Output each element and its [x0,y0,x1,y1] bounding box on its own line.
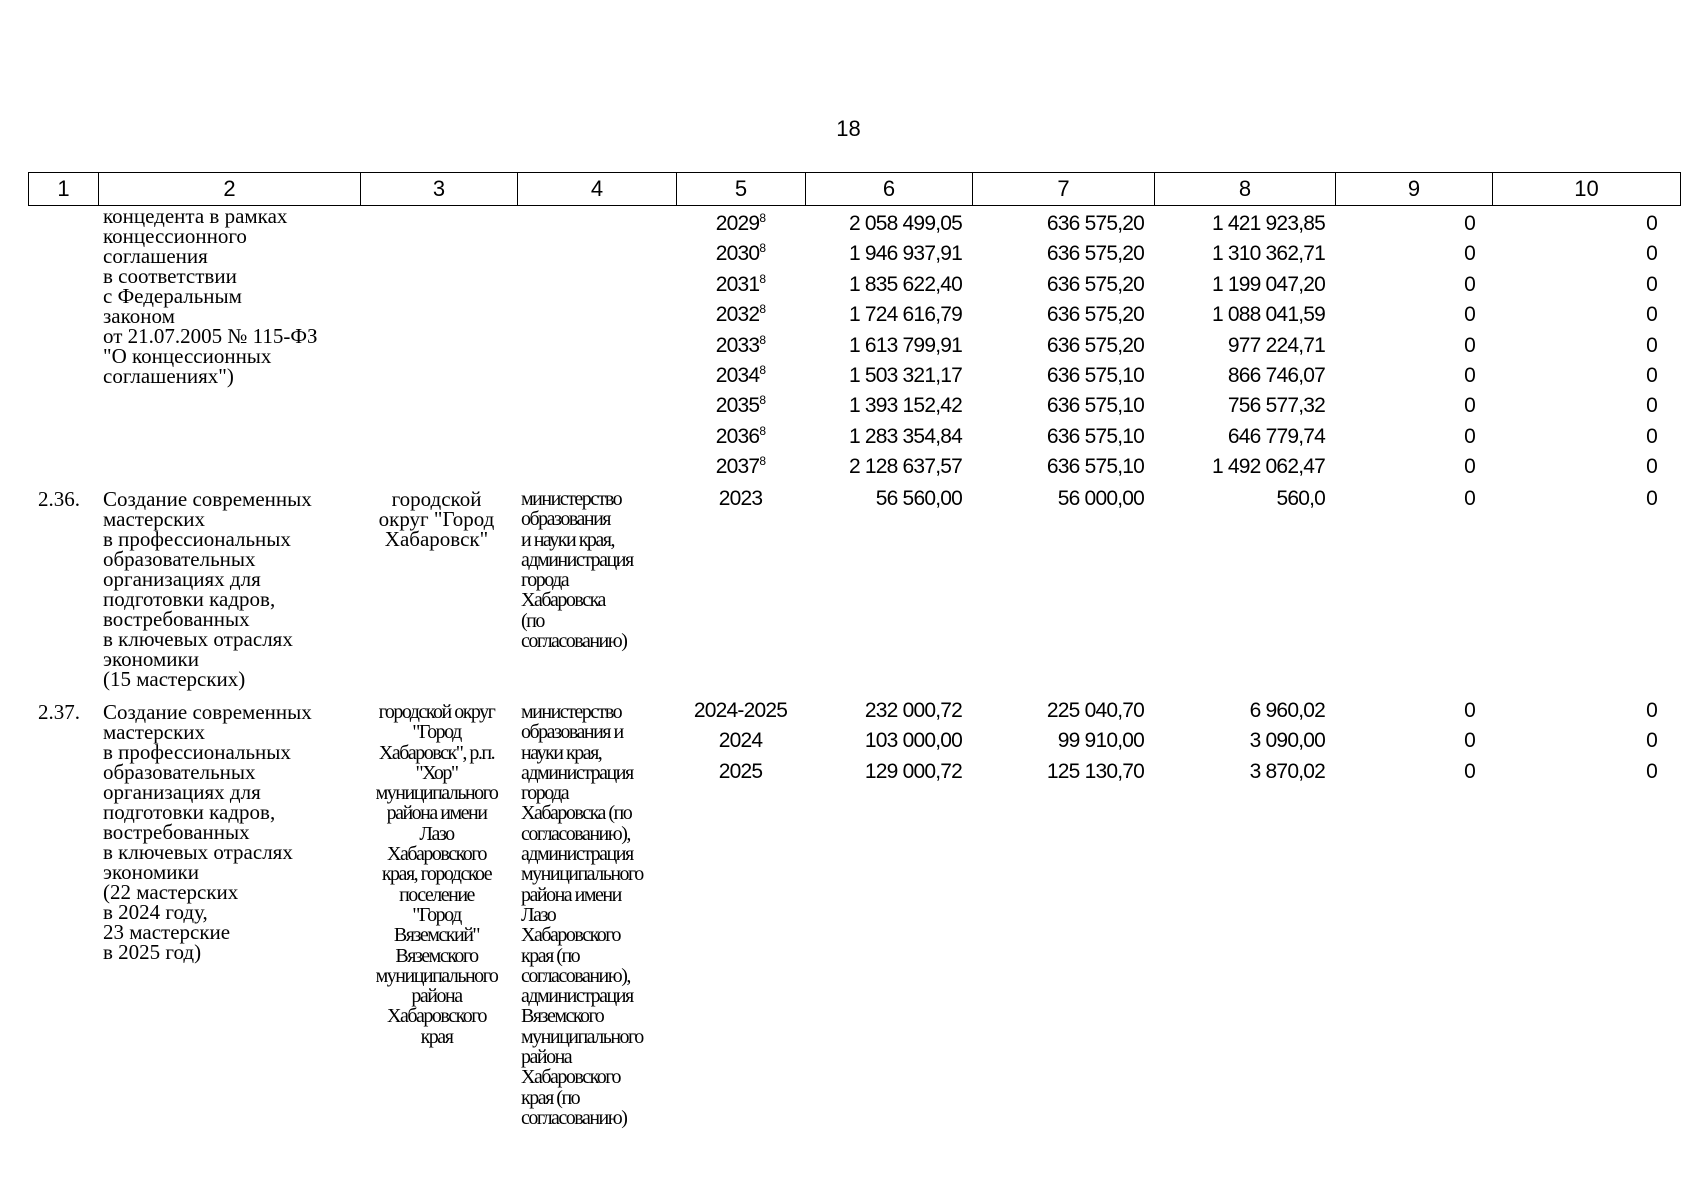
year-value: 2034 [715,364,760,387]
amount-c7: 636 575,20 [1046,303,1144,327]
year-value: 2031 [715,272,760,296]
row-2-36-executor: министерство образования и науки края, администрация города Хабаровска (по согласованию) [521,488,633,653]
amount-c10: 0 [1646,333,1657,357]
amount-c10: 0 [1646,424,1657,448]
amount-c7: 99 910,00 [1057,729,1144,753]
header-col-9: 9 [1336,173,1493,205]
footnote-marker: 8 [759,302,766,317]
amount-c9: 0 [1464,303,1475,327]
amount-c7: 636 575,10 [1046,455,1144,479]
amount-c7: 125 130,70 [1046,759,1144,783]
amount-c8: 1 310 362,71 [1211,242,1325,266]
table-header [28,172,1681,206]
amount-c7: 225 040,70 [1046,699,1144,722]
footnote-marker: 8 [759,271,766,286]
amount-c6: 1 724 616,79 [848,303,962,327]
amount-c6: 56 560,00 [875,487,962,510]
amount-c10: 0 [1646,364,1657,387]
amount-c9: 0 [1464,759,1475,783]
amount-c6: 1 835 622,40 [848,272,962,296]
amount-c6: 2 058 499,05 [848,212,962,235]
amount-c10: 0 [1646,242,1657,266]
amount-c10: 0 [1646,699,1657,722]
page-number: 18 [836,116,861,141]
amount-c10: 0 [1646,272,1657,296]
amount-c8: 6 960,02 [1249,699,1325,722]
year-value: 2029 [715,212,760,235]
year-value: 2033 [715,333,760,357]
amount-c6: 1 393 152,42 [848,394,962,418]
amount-c8: 3 090,00 [1249,729,1325,753]
amount-c10: 0 [1646,487,1657,510]
amount-c8: 646 779,74 [1227,424,1325,448]
amount-c7: 636 575,20 [1046,212,1144,235]
amount-c7: 636 575,10 [1046,364,1144,387]
amount-c9: 0 [1464,729,1475,753]
amount-c10: 0 [1646,759,1657,783]
year-value: 2036 [715,424,760,448]
amount-c8: 756 577,32 [1227,394,1325,418]
footnote-marker: 8 [759,211,766,225]
footnote-marker: 8 [759,363,766,377]
footnote-marker: 8 [759,454,766,469]
amount-c8: 1 199 047,20 [1211,272,1325,296]
amount-c7: 636 575,10 [1046,424,1144,448]
amount-c6: 103 000,00 [864,729,962,753]
row-2-37-description: Создание современных мастерских в профессиональных образовательных организациях для подготовки кадров, востребованных в ключевых отраслях экономики (22 мастерских в 2024 году, 23 мастерские в 2025 год) [103,700,312,964]
amount-c9: 0 [1464,333,1475,357]
amount-c6: 1 946 937,91 [848,242,962,266]
header-col-10: 10 [1574,176,1599,201]
amount-c6: 1 283 354,84 [848,424,962,448]
footnote-marker: 8 [759,332,766,347]
year-value: 2037 [715,455,760,479]
amount-c10: 0 [1646,729,1657,753]
footnote-marker: 8 [759,423,766,438]
footnote-marker: 8 [759,393,766,408]
header-col-5: 5 [677,173,806,205]
year-value: 2025 [718,759,763,783]
row-2-36-territory: городской округ "Город Хабаровск" [378,487,495,551]
amount-c9: 0 [1464,455,1475,479]
amount-c8: 1 088 041,59 [1211,303,1325,327]
amount-c7: 636 575,20 [1046,242,1144,266]
header-col-2: 2 [99,173,361,205]
amount-c9: 0 [1464,272,1475,296]
amount-c9: 0 [1464,699,1475,722]
row-2-36-description: Создание современных мастерских в профессиональных образовательных организациях для подготовки кадров, востребованных в ключевых отраслях экономики (15 мастерских) [103,487,312,691]
year-value: 2035 [715,394,760,418]
row-2-37-number: 2.37. [38,700,80,724]
header-col-8: 8 [1155,173,1336,205]
continued-row-description: концедента в рамках концессионного соглашения в соответствии с Федеральным законом от 21.07.2005 № 115-ФЗ "О концессионных соглашениях") [103,204,318,388]
footnote-marker: 8 [759,241,766,256]
amount-c6: 1 613 799,91 [848,333,962,357]
amount-c7: 56 000,00 [1057,487,1144,510]
header-col-1: 1 [29,173,99,205]
amount-c8: 1 421 923,85 [1211,212,1325,235]
row-2-37-territory: городской округ "Город Хабаровск", р.п. "Хор" муниципального района имени Лазо Хабаровского края, городское поселение "Город Вяземский" Вяземского муниципального района Хабаровского края [375,701,498,1048]
header-col-4: 4 [518,173,677,205]
amount-c6: 1 503 321,17 [848,364,962,387]
amount-c10: 0 [1646,212,1657,235]
amount-c6: 2 128 637,57 [848,455,962,479]
amount-c9: 0 [1464,212,1475,235]
amount-c7: 636 575,20 [1046,333,1144,357]
amount-c9: 0 [1464,242,1475,266]
amount-c10: 0 [1646,455,1657,479]
year-value: 2024-2025 [693,699,788,722]
header-col-7: 7 [973,173,1155,205]
amount-c7: 636 575,10 [1046,394,1144,418]
amount-c9: 0 [1464,364,1475,387]
year-value: 2030 [715,242,760,266]
amount-c6: 232 000,72 [864,699,962,722]
amount-c8: 3 870,02 [1249,759,1325,783]
amount-c10: 0 [1646,303,1657,327]
amount-c8: 560,0 [1276,487,1325,510]
row-2-36-number: 2.36. [38,487,80,511]
year-value: 2023 [718,487,763,510]
year-value: 2032 [715,303,760,327]
amount-c8: 866 746,07 [1227,364,1325,387]
amount-c8: 977 224,71 [1227,333,1325,357]
amount-c7: 636 575,20 [1046,272,1144,296]
amount-c8: 1 492 062,47 [1211,455,1325,479]
header-col-3: 3 [361,173,518,205]
amount-c9: 0 [1464,424,1475,448]
year-value: 2024 [718,729,763,753]
row-2-37-executor: министерство образования и науки края, администрация города Хабаровска (по согласованию), администрация муниципального района имени Лазо Хабаровского края (по согласованию), администрация Вяземского муниципального района Хабаровского края (по согласованию) [521,701,643,1129]
amount-c9: 0 [1464,487,1475,510]
amount-c10: 0 [1646,394,1657,418]
amount-c9: 0 [1464,394,1475,418]
amount-c6: 129 000,72 [864,759,962,783]
header-col-6: 6 [806,173,973,205]
